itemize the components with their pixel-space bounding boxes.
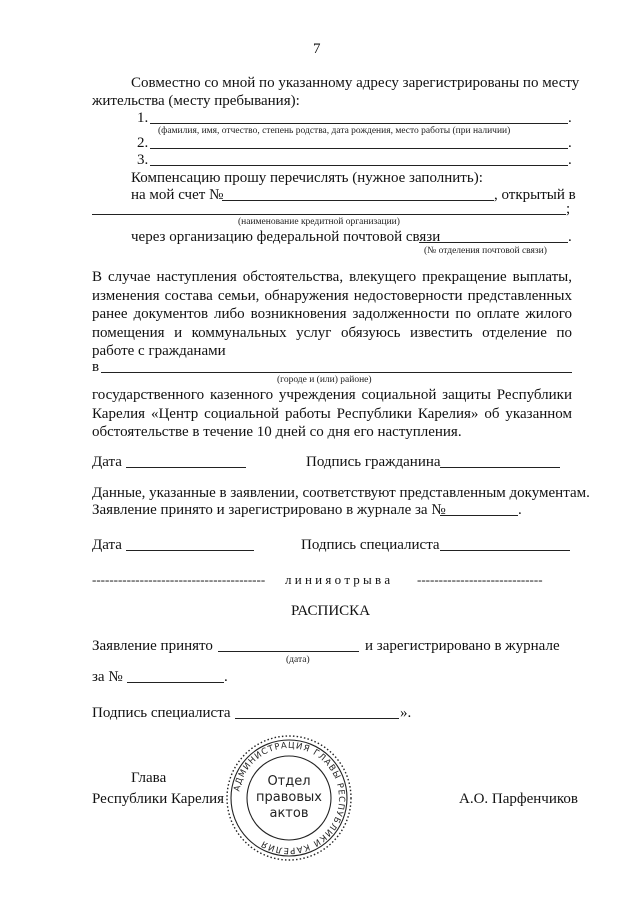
head-title-line1: Глава xyxy=(131,770,167,786)
registered-row-3-dot: . xyxy=(568,152,572,168)
journal-number-dot: . xyxy=(518,502,522,518)
receipt-sign-field[interactable] xyxy=(235,718,399,719)
specialist-sign-label: Подпись специалиста xyxy=(301,537,440,553)
receipt-title: РАСПИСКА xyxy=(291,603,371,619)
stamp-seal xyxy=(224,733,354,863)
bank-name-field[interactable] xyxy=(92,214,566,215)
registered-row-2-field[interactable] xyxy=(150,148,568,149)
registered-row-3-field[interactable] xyxy=(150,165,568,166)
journal-number-field[interactable] xyxy=(440,515,518,516)
receipt-date-hint: (дата) xyxy=(286,655,310,665)
receipt-date-field[interactable] xyxy=(218,651,359,652)
registered-row-hint: (фамилия, имя, отчество, степень родства, дата рождения, место работы (при наличии) xyxy=(158,126,511,136)
post-office-label: через организацию федеральной почтовой связи xyxy=(131,229,441,245)
post-office-field[interactable] xyxy=(419,242,568,243)
specialist-date-label: Дата xyxy=(92,537,122,553)
city-district-hint: (городе и (или) районе) xyxy=(277,375,372,385)
tear-line-left: ---------------------------------------- xyxy=(92,572,266,587)
registered-row-1-field[interactable] xyxy=(150,123,568,124)
post-office-hint: (№ отделения почтовой связи) xyxy=(424,246,547,256)
receipt-accepted-label: Заявление принято xyxy=(92,638,213,654)
obligation-text-2: государственного казенного учреждения социальной защиты Республики Карелия «Центр социальной работы Республики Карелия» об указанном обстоятельстве в течение 10 дней со дня его наступления. xyxy=(92,387,572,440)
receipt-number-field[interactable] xyxy=(127,682,224,683)
page-number: 7 xyxy=(313,41,321,57)
tear-line-label: л и н и я о т р ы в а xyxy=(285,572,391,587)
city-district-field[interactable] xyxy=(101,372,572,373)
obligation-text: В случае наступления обстоятельства, влекущего прекращение выплаты, изменения состава семьи, обнаружения недостоверности представленных ранее документов либо возникновения задолженности по оплате жилого помещения и коммунальных услуг обязуюсь известить отделение по работе с гражданами xyxy=(92,269,572,359)
bank-hint: (наименование кредитной организации) xyxy=(238,217,400,227)
registered-row-2-number: 2. xyxy=(137,135,149,151)
head-name: А.О. Парфенчиков xyxy=(459,791,578,807)
account-number-field[interactable] xyxy=(222,200,494,201)
bank-semicolon: ; xyxy=(566,201,571,217)
verification-line1: Данные, указанные в заявлении, соответствуют представленным документам. xyxy=(92,485,590,501)
citizen-sign-field[interactable] xyxy=(440,467,560,468)
registered-intro-line2: жительства (месту пребывания): xyxy=(92,93,300,109)
tear-line-right: ----------------------------- xyxy=(417,572,543,587)
registered-row-1-number: 1. xyxy=(137,110,149,126)
compensation-title: Компенсацию прошу перечислять (нужное заполнить): xyxy=(131,170,483,186)
verification-line2: Заявление принято и зарегистрировано в журнале за № xyxy=(92,502,446,518)
post-office-dot: . xyxy=(568,229,572,245)
stamp-line1: Отдел xyxy=(267,774,311,789)
receipt-registered-label: и зарегистрировано в журнале xyxy=(365,638,560,654)
opened-in-label: , открытый в xyxy=(494,187,576,203)
registered-row-3-number: 3. xyxy=(137,152,149,168)
receipt-sign-label: Подпись специалиста xyxy=(92,705,231,721)
citizen-sign-label: Подпись гражданина xyxy=(306,454,441,470)
city-in-label: в xyxy=(92,359,100,375)
account-label: на мой счет № xyxy=(131,187,224,203)
registered-intro-line1: Совместно со мной по указанному адресу зарегистрированы по месту xyxy=(131,75,580,91)
stamp-line2: правовых xyxy=(256,790,322,805)
specialist-date-field[interactable] xyxy=(126,550,254,551)
specialist-sign-field[interactable] xyxy=(440,550,570,551)
head-title-line2: Республики Карелия xyxy=(92,791,225,807)
receipt-number-dot: . xyxy=(224,669,228,685)
registered-row-1-dot: . xyxy=(568,110,572,126)
citizen-date-field[interactable] xyxy=(126,467,246,468)
citizen-date-label: Дата xyxy=(92,454,122,470)
stamp-ring-text: АДМИНИСТРАЦИЯ ГЛАВЫ РЕСПУБЛИКИ КАРЕЛИЯ xyxy=(232,740,347,856)
stamp-line3: актов xyxy=(269,806,309,821)
receipt-sign-end: ». xyxy=(400,705,412,721)
receipt-number-label: за № xyxy=(92,669,123,685)
registered-row-2-dot: . xyxy=(568,135,572,151)
